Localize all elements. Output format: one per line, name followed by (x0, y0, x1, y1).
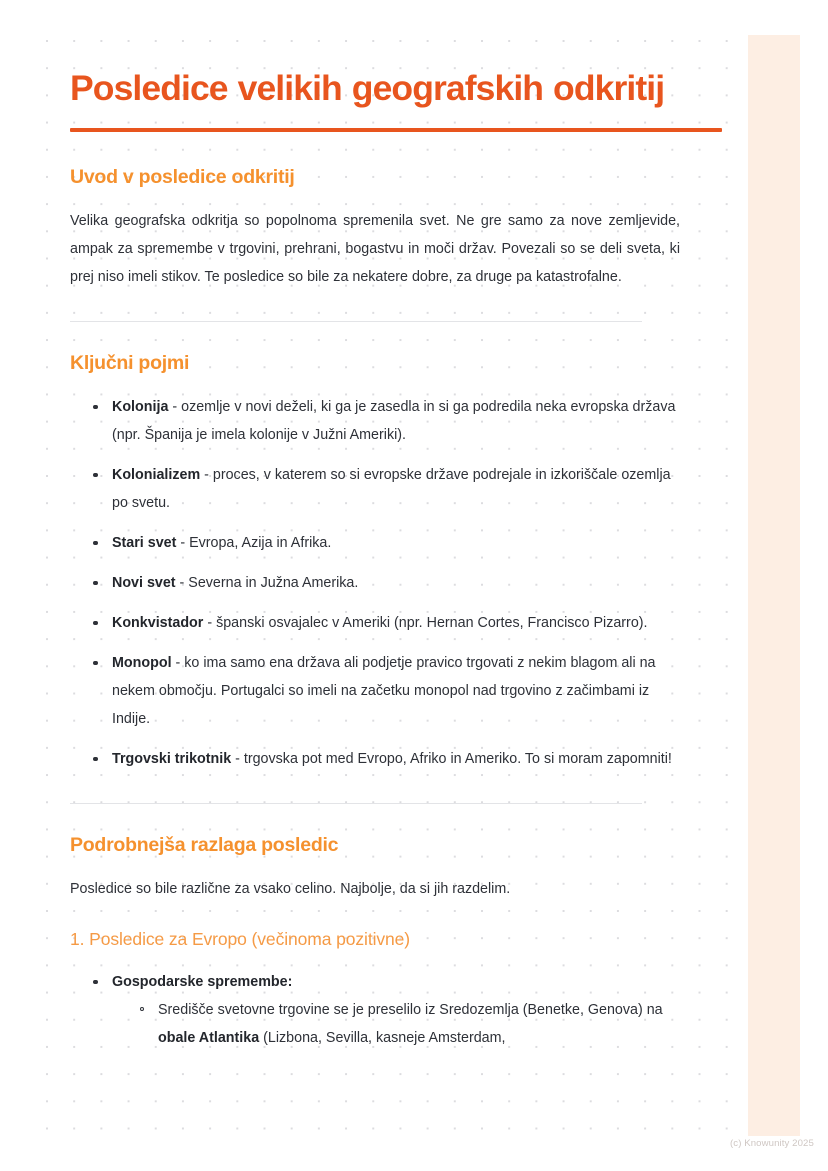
detailed-paragraph: Posledice so bile različne za vsako celino. Najbolje, da si jih razdelim. (70, 880, 511, 897)
key-term-definition: - Evropa, Azija in Afrika. (176, 534, 332, 551)
key-terms-list (70, 393, 680, 773)
list-item (92, 649, 680, 733)
key-term: Trgovski trikotnik (112, 750, 232, 767)
europe-consequences-list (70, 968, 680, 1052)
list-item (92, 569, 680, 597)
section-heading-detailed: Podrobnejša razlaga posledic (70, 833, 339, 856)
side-panel (748, 35, 800, 1136)
section-heading-intro: Uvod v posledice odkritij (70, 165, 295, 188)
list-item (92, 968, 680, 1052)
note-sheet (42, 35, 814, 1149)
key-term: Novi svet (112, 574, 176, 591)
list-item (92, 609, 680, 637)
page-title: Posledice velikih geografskih odkritij (70, 68, 665, 108)
intro-paragraph: Velika geografska odkritja so popolnoma spremenila svet. Ne gre samo za nove zemljevide, ampak za spremembe v trgovini, prehrani, bogastvu in moči držav. Povezali so se deli sveta, ki prej niso imeli stikov. Te posledice so bile za nekatere dobre, za druge pa katastrofalne. (70, 212, 680, 285)
sub-item-text-before: Središče svetovne trgovine se je preselilo iz Sredozemlja (Benetke, Genova) na (158, 1001, 663, 1018)
list-item-label: Gospodarske spremembe: (112, 973, 293, 990)
document-content (70, 35, 680, 1052)
key-term-definition: - proces, v katerem so si evropske države podrejale in izkoriščale ozemlja po svetu. (112, 466, 671, 511)
key-term: Stari svet (112, 534, 177, 551)
sub-item-text-after: (Lizbona, Sevilla, kasneje Amsterdam, (259, 1029, 506, 1046)
list-item (92, 745, 680, 773)
list-item (92, 461, 680, 517)
key-term-definition: - trgovska pot med Evropo, Afriko in Ameriko. To si moram zapomniti! (231, 750, 672, 767)
section-heading-key-terms: Ključni pojmi (70, 351, 190, 374)
key-term: Kolonializem (112, 466, 201, 483)
key-term: Kolonija (112, 398, 169, 415)
key-term-definition: - Severna in Južna Amerika. (175, 574, 359, 591)
sub-list-item (139, 996, 680, 1052)
key-term: Monopol (112, 654, 172, 671)
key-term: Konkvistador (112, 614, 204, 631)
list-item (92, 529, 680, 557)
key-term-definition: - ko ima samo ena država ali podjetje pravico trgovati z nekim blagom ali na nekem območju. Portugalci so imeli na začetku monopol nad trgovino z začimbami iz Indije. (112, 654, 656, 727)
subsection-heading-europe: 1. Posledice za Evropo (večinoma pozitivne) (70, 928, 411, 949)
watermark: (c) Knowunity 2025 (730, 1138, 814, 1149)
key-term-definition: - španski osvajalec v Ameriki (npr. Hernan Cortes, Francisco Pizarro). (203, 614, 648, 631)
sub-item-emphasis: obale Atlantika (158, 1029, 260, 1046)
europe-sub-list (112, 996, 680, 1052)
key-term-definition: - ozemlje v novi deželi, ki ga je zasedla in si ga podredila neka evropska država (npr. Španija je imela kolonije v Južni Ameriki). (112, 398, 676, 443)
list-item (92, 393, 680, 449)
